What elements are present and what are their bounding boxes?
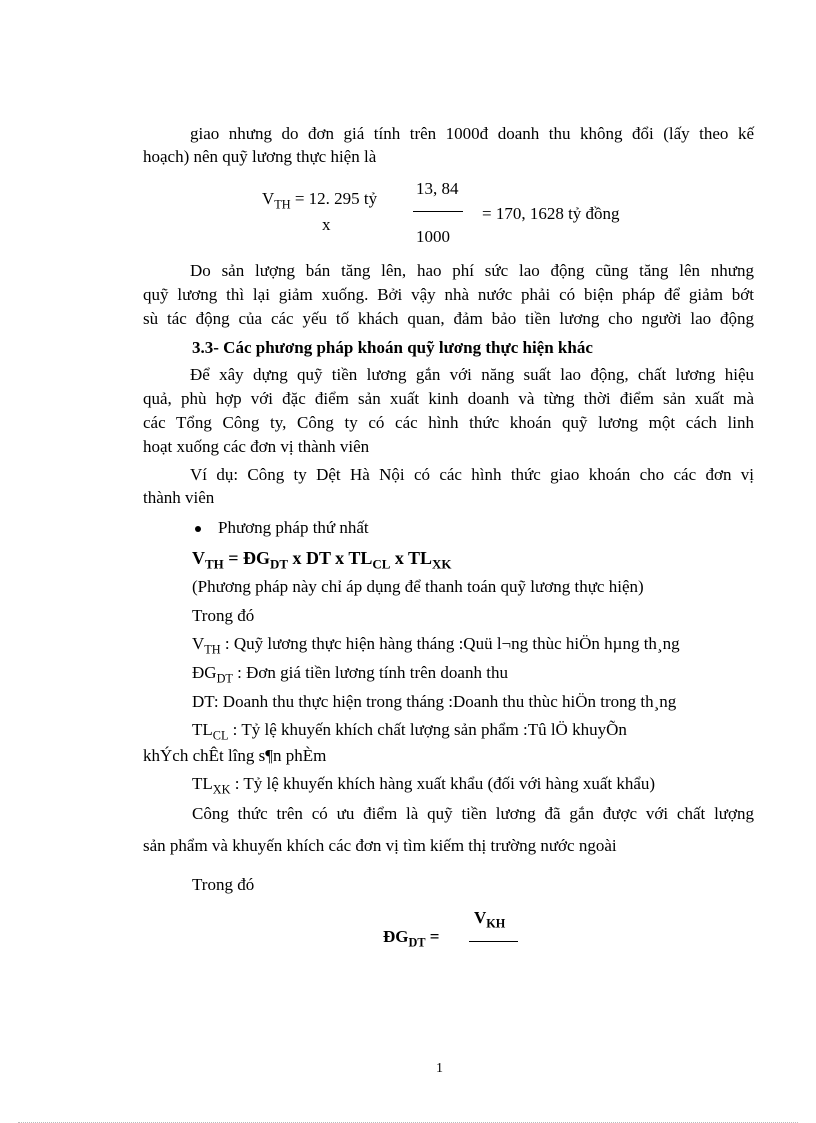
method-note: (Phương pháp này chỉ áp dụng để thanh toán quỹ lương thực hiện)	[192, 577, 644, 596]
paragraph-2-line-2: quỹ lương thì lại giảm xuống. Bởi vậy nhà nước phải có biện pháp để giảm bớt	[143, 285, 754, 304]
paragraph-4-line-1: Ví dụ: Công ty Dệt Hà Nội có các hình thức giao khoán cho các đơn vị	[190, 465, 754, 484]
paragraph-3-line-2: quả, phù hợp với đặc điểm sản xuất kinh doanh và từng thời điểm sản xuất mà	[143, 389, 754, 408]
paragraph-2-line-1: Do sản lượng bán tăng lên, hao phí sức lao động cũng tăng lên nhưng	[190, 261, 754, 280]
formula-2-dg-sub: DT	[269, 556, 288, 572]
formula-1-value: = 12. 295 tỷ	[290, 189, 378, 208]
formula-3-dg: ĐG	[383, 927, 409, 946]
definition-tlxk	[192, 774, 656, 797]
definition-dg-symbol: ĐG	[192, 663, 217, 682]
section-heading: 3.3- Các phương pháp khoán quỹ lương thực hiện khác	[192, 338, 593, 357]
paragraph-5-line-1: Công thức trên có ưu điểm là quỹ tiền lương đã gắn được với chất lượng	[192, 804, 754, 823]
definition-tlcl-text: : Tỷ lệ khuyến khích chất lượng sản phẩm :Tû lÖ khuyÕn	[228, 720, 627, 739]
definition-tlcl-sub: CL	[212, 728, 229, 743]
paragraph-2-line-3: sù tác động của các yếu tố khách quan, đảm bảo tiền lương cho người lao động	[143, 309, 754, 328]
formula-2	[192, 548, 451, 570]
definition-vth-sub: TH	[204, 642, 221, 657]
definition-dg	[192, 663, 508, 686]
paragraph-3-line-4: hoạt xuống các đơn vị thành viên	[143, 437, 370, 456]
formula-3-fraction-bar	[469, 941, 518, 942]
formula-1-numerator: 13, 84	[416, 179, 459, 198]
definition-vth	[192, 634, 680, 657]
definition-tlxk-symbol: TL	[192, 774, 213, 793]
where-label-1: Trong đó	[192, 606, 255, 625]
formula-3-eq: =	[425, 927, 440, 946]
paragraph-4-line-2: thành viên	[143, 488, 215, 507]
formula-1-fraction-bar	[413, 211, 463, 212]
bullet-method-1: Phương pháp thứ nhất	[218, 518, 369, 537]
definition-vth-symbol: V	[192, 634, 205, 653]
where-label-2: Trong đó	[192, 875, 255, 894]
bullet-dot	[195, 526, 201, 532]
definition-dg-text: : Đơn giá tiền lương tính trên doanh thu	[232, 663, 508, 682]
definition-tlcl	[192, 720, 627, 743]
paragraph-3-line-1: Để xây dựng quỹ tiền lương gắn với năng suất lao động, chất lương hiệu	[190, 365, 754, 384]
formula-2-v-sub: TH	[205, 556, 224, 572]
formula-2-dt-tl: x DT x TL	[287, 548, 373, 568]
definition-tlcl-symbol: TL	[192, 720, 213, 739]
formula-2-xk-sub: XK	[432, 556, 452, 572]
definition-dt: DT: Doanh thu thực hiện trong tháng :Doanh thu thùc hiÖn trong th¸ng	[192, 692, 677, 711]
formula-1-denominator: 1000	[416, 227, 450, 246]
formula-1-result: = 170, 1628 tỷ đồng	[482, 204, 620, 223]
formula-3-numerator	[474, 908, 506, 931]
paragraph-5-line-2: sản phẩm và khuyến khích các đơn vị tìm kiếm thị trường nước ngoài	[143, 836, 617, 855]
page-number: 1	[436, 1061, 443, 1076]
definition-tlcl-line-2: khÝch chÊt lîng s¶n phÈm	[143, 746, 327, 765]
formula-2-v: V	[192, 548, 205, 568]
formula-1-times: x	[322, 215, 331, 234]
formula-1-lhs	[262, 189, 378, 212]
paragraph-3-line-3: các Tổng Công ty, Công ty có các hình thức khoán quỹ lương một cách linh	[143, 413, 754, 432]
formula-3-dg-sub: DT	[408, 935, 426, 950]
formula-1-v-sub: TH	[274, 197, 291, 212]
formula-2-tl: x TL	[390, 548, 433, 568]
formula-2-cl-sub: CL	[372, 556, 391, 572]
formula-3-vkh-sub: KH	[486, 916, 506, 931]
paragraph-1-line-2: hoạch) nên quỹ lương thực hiện là	[143, 147, 377, 166]
formula-3-lhs	[383, 927, 440, 950]
definition-dg-sub: DT	[216, 671, 233, 686]
definition-tlxk-sub: XK	[212, 782, 231, 797]
definition-tlxk-text: : Tỷ lệ khuyến khích hàng xuất khẩu (đối với hàng xuất khẩu)	[230, 774, 656, 793]
paragraph-1-line-1: giao nhưng do đơn giá tính trên 1000đ doanh thu không đổi (lấy theo kế	[190, 124, 754, 143]
formula-2-dg: = ĐG	[223, 548, 270, 568]
formula-1-v: V	[262, 189, 275, 208]
definition-vth-text: : Quỹ lương thực hiện hàng tháng :Quü l¬ng thùc hiÖn hµng th¸ng	[220, 634, 680, 653]
formula-3-vkh: V	[474, 908, 487, 927]
